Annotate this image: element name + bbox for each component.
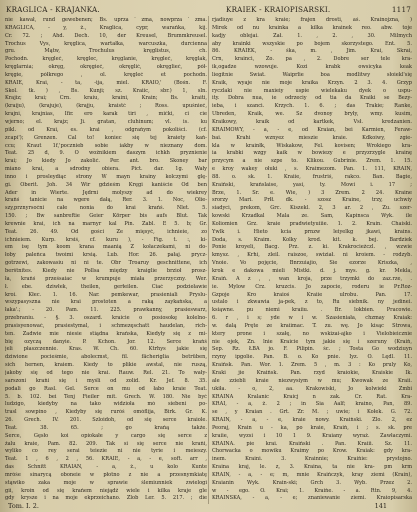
- right-column-line: Kraikowy, kraik od kartkek, Vsł. kredzanien.: [212, 118, 412, 125]
- right-column-line: Gzpoje Kro kraioś Kraiie ulrobu. Pan. 17.: [212, 291, 412, 298]
- left-column-line: krai; Jo kiedy Jo zakolić. Per. ant. bro. Skoney bar: [5, 158, 207, 165]
- left-column-line: 5. b. 102. bei Tenj Fieiler mit. Grech. W. 180. Nie być: [5, 393, 207, 400]
- left-column-line: gru. Mątw, Trochulus kręglistus, ch.: [5, 48, 207, 55]
- right-column-line: 86. KRAIEK, - śka, m. , Jim. Krai, Skrai,: [212, 48, 412, 55]
- right-column-line: przycym a nie szpe to. Klikou. Gubrinie. Zrem. 1. 15.: [212, 158, 412, 165]
- right-column-line: KRAINA Kralanic Kraicj n zak. Cr. Rat. Kra-: [212, 393, 412, 400]
- right-column-line: ieba, i szanci. Krzych. 1. 6. ; das Trakie; Ranke,: [212, 103, 412, 110]
- right-column-line: Crn, krainci, Żo. pa , 2. Dobre ser tele kra-: [212, 56, 412, 63]
- right-column-line: Ponie kroyeli, Bacg. Prz. z. ki. Krakrocieżczl. , wzwie: [212, 244, 412, 251]
- right-column-line: e kroy wakey ołuki , s. Kraimezom. Pan. 1. 111, KRAIN,: [212, 166, 412, 173]
- right-column-line: nie ojek, Zn. lnie Kraicie tym jakie się i szeruny (Kraiń,: [212, 338, 412, 345]
- right-column-line: Kraiński, krańslaise, yasi, ty. Mowi i. 17 ;: [212, 181, 412, 188]
- left-column-line: KRAGLICA, - y, ż., Kraglica, cypr, warańka, kij.: [5, 24, 207, 31]
- right-column-line: w. dalą Pręte ze kraiimac. T. zu. wę. Jo kisąc Śtrowa,: [212, 322, 412, 329]
- left-column-line: gdy krysze i na moje ekprzeichano. Zlob Ler. 5. 217. ; die: [5, 495, 207, 502]
- left-column-line: sarszoni krańi się i myśli od zolid. Kr. Jef. 8. 35.: [5, 377, 207, 384]
- right-column-line: ustalo i zkwawia ja-pek, z to, Ru siebnik. ny jedinei.: [212, 299, 412, 306]
- left-column-line: podali go Rasl. Gel. Serce on mu od łabo kraie Teat.: [5, 385, 207, 392]
- right-column-line: KRAINA. pie krai. Kraiński . Pan. Kraiii. Sz. 11.: [212, 440, 412, 447]
- right-column-line: Kraińsk. Pan. Wor. 1. Zrem. 5 , m. 3 : Ko pruly Ko,: [212, 362, 412, 369]
- left-column-line: nie kawał, rund gewebenen; Bs. uprzaˇzma, nowprzaˇzma.: [5, 17, 207, 23]
- right-column-line: ukiła. - o, 2, aa. Krakowiski, Jo kolwieki Zmbi: [212, 385, 412, 392]
- right-column-line: Ywlk i. Hieto kcia prnzw leiyelkg jkawi, krains.: [212, 228, 412, 235]
- right-column-line: siadyci, prekom, Grc. Kiszekl. 2, 3 ar. 2 , Zu. szer-: [212, 205, 412, 212]
- right-column-line: KRAI, - a, ż. 2 ; in Sia Aalf; kraino, Pan, 89.: [212, 401, 412, 408]
- left-column-line: pikl. od Krai, es. krai , odgrańym pokoliści. (cf.: [5, 126, 207, 133]
- left-column-line: kroi. Kłec. 1. 16. Nar. pemkewar, prasieniali Pryslu-: [5, 291, 207, 298]
- right-column-line: Peoraj, Krain u - ka, po kraie, Kraiń, i ; s. sk. pre: [212, 424, 412, 431]
- left-column-line: Teat. 26. 49. Od gości Ze mięsyć, ichnieie, zo: [5, 228, 207, 235]
- left-column-line: ludzigo, kiedyby na tako widzioła mó siebeni po-: [5, 401, 207, 408]
- left-column-line: mróśe sinarycą oboneie w płotno z nie a przesnymkiatę: [5, 471, 207, 478]
- left-column-line: Trochus Vys, kręglica, wartałka, warcuszka, durcienna: [5, 40, 207, 47]
- right-column-line: ryczlaki nie maxieiy uspie wielekaku dyek o uspu-: [212, 87, 412, 94]
- right-running-head: KRAIEK - KRAIOPISARSKI.: [226, 5, 331, 14]
- left-column-line: szy,prznyrsoćni całe nonia do krai krańś. Nlet. 5.: [5, 205, 207, 212]
- left-column-line: wyliko co rey serai teiezie ni nie tyrie i meieszy.: [5, 448, 207, 455]
- left-column-line: inno i prosleydiąc strony W mayn krainy kolczymi glę-: [5, 173, 207, 180]
- left-column-line: miano krai, a sdrodny obiera. Pict. dar. 1g. Wały: [5, 166, 207, 173]
- left-column-line: żalu kraie, Pam. 82. 209. Tak si się serce nie krańi,: [5, 440, 207, 447]
- left-column-line: kręglarnia; okręg, okręgieć, okręglić, okręglieć, pół-: [5, 64, 207, 71]
- right-column-line: kadjy oblejai. Zał. 1. , 2. , 30. Milmych: [212, 32, 412, 39]
- left-column-line: gi. Oberit. Joh. 34 Wir gdzieśm Kręgi kaniście Od ben: [5, 181, 207, 188]
- left-column-line: stąwiko zaka moje w sprawie ślemiunniek zwielogi: [5, 479, 207, 486]
- left-column-line: ten. Zadwie mie niesie stiądna krańska, Kiedyły się z mi-: [5, 330, 207, 337]
- left-column-line: ła, krańś prześsaiac w krumpuje miała przerzyczny. Wer.: [5, 275, 207, 282]
- left-signature: Tom. I. 2.: [8, 502, 39, 510]
- right-column-line: ity. Dobra nua, ie odrzeciy od tia da Kraiki se Bezy-: [212, 95, 412, 102]
- left-column-line: Serce, Gęsło koi opiokałe y cargo się serce z: [5, 432, 207, 439]
- left-column-line: przebraniu. - §. 3. oszard. kraicie o posiosokę kolelno-: [5, 315, 207, 322]
- left-column-line: 150. ; Bw sanbreftie Geier Körper bis aufs Blut. Tak: [5, 213, 207, 220]
- right-column-line: ale zziebli kraie niezwysiym w mu; Kwowak ze Kraii.: [212, 377, 412, 384]
- left-column-line: prasisyenować, prasiestymal, i schmezęschatt haudelan, rich-: [5, 322, 207, 329]
- left-column-line: wszypasyszna nie krai prostoten a raką zaykańska, a: [5, 299, 207, 306]
- right-column-line: KRAIN, - a, - e; m, mnie Kraińczyk, kray ziemi (Krain),: [212, 471, 412, 478]
- right-column-line: ik,ogadze wzowuje. Kozi krabk owsicyka keak: [212, 64, 412, 71]
- left-column-line: bię ozyczą danyie. P. Kchon. Jor. 12. Serce krańś: [5, 338, 207, 345]
- left-column-line: Cr. 72. ; Ahd. Dech. 10, der Kreusel, Brummkreusel.: [5, 32, 207, 39]
- right-column-line: bai. Krahi wznyez mieszie kraie. Kdkoiwy, zgie-: [212, 134, 412, 141]
- right-column-line: Kraik, wyaje nie moje kraika Krzyn. 2 3. 4. Grzyp: [212, 79, 412, 86]
- left-column-line: Pochodn. kręgleć, kręglec, kręglanie, kręgleć, kręglak,: [5, 56, 207, 63]
- column-divider: [208, 16, 209, 504]
- right-column-line: Chorwacka o mowiku Kraimy po Krow. Kraiak: gdy kra-: [212, 448, 412, 455]
- right-column-line: Koliomien Grz. kraie pradwietyuiiie. 1. 2. Krain. Chaiski.: [212, 220, 412, 227]
- right-column-line: KRAIMOWY, - a, - e, od Kraian, bei Karmien, Feraw-: [212, 126, 412, 133]
- right-column-line: srorzy Mari. Prłł. dk. - szosz Kraine, trzy, uchwiy: [212, 197, 412, 204]
- right-column-line: se , y Kraian . Grt. Zr. M. ; uwie; i Kołek. G. 72.: [212, 409, 412, 416]
- left-column-line: (kraiju), (krajuje), (krajju, kraistć ; Ross. upuśnieć,: [5, 103, 207, 110]
- right-column-line: kraiie, wyzsi i 10 1 9. Kraiany wyraż. Zawłaczymi.: [212, 432, 412, 439]
- left-column-line: gii, kroin od się krańem niejądź wiele i kilka kraje gle: [5, 487, 207, 494]
- left-column-line: ccu; Kraut 1f,'pocznieb sobie iakby w nieznany dom.: [5, 142, 207, 149]
- left-column-line: zcapi'); Grenzen. Cal to! koniec się tej kraiety kań-: [5, 134, 207, 141]
- left-column-line: kręgie, półkrego , ol. kręgleć et pochodn.: [5, 71, 207, 78]
- right-column-line: kla w krainłk, Wiskakow, Fel. kovisen; Wrokiego kra-: [212, 142, 412, 149]
- right-column-line: aby krainki wszyskie po bojem skorzystego. Ent. 5.: [212, 40, 412, 47]
- left-column-line: ł. ebe. dziwłek, theilen, gerłeilen. Ciać podzieławie: [5, 283, 207, 290]
- right-column-line: kowski Krzadkal Mala ze. Sam, Kapinsca Wyk. ile: [212, 213, 412, 220]
- left-column-line: jeli płaszczennie. Kras. W. Ch. 60. Ktrhys jakie się: [5, 346, 207, 353]
- right-column-line: Kraki jie Kraińsk. Pan. rzyd kraiokie, Kraiskie Ik.: [212, 369, 412, 376]
- left-column-line: 26. Grech. IV. 201. Szloidoh, od się serce kraiole.: [5, 417, 207, 424]
- right-column-line: Doda, s. Kraim. Kolky krod. kit. k. bej. Bardziek: [212, 236, 412, 243]
- left-column-line: krewnie krai, ich na marnyr kal Pin. Zabl. E 5. b; Gr.: [5, 220, 207, 227]
- right-column-line: Kraiń. A z , , wan kroja, prze trzymki do zaz.rze, .: [212, 275, 412, 282]
- right-column-line: kmysz. , Krhi, zleil. raiszoe, swiział. ni kroiem. - rodzyb.: [212, 252, 412, 259]
- left-column-line: trasl sowpino , Kiedyby się ruróś omóflija, Birk. Gr. K.: [5, 409, 207, 416]
- right-column: [212, 17, 412, 503]
- left-column-line: ichnieiem. Kurp. krsiś, cf. kuru ), - Fig. t. :, ki-: [5, 236, 207, 243]
- right-column-line: KRAINSKA, - a, - e; znaniewanie ziemi. Kraiopisarska: [212, 495, 412, 502]
- left-column-line: Krajiz; krai; Crn. kraiu, kraini, Krain; Bs. kraiti,: [5, 95, 207, 102]
- right-column-line: inem. Kraini. 3. Krainnie; Kraińie: prystojno.: [212, 456, 412, 463]
- left-running-head: KRAGLICA - KRAJANKA.: [6, 5, 100, 14]
- left-column-line: das Schnitt KRAIAN, - a, ż., u kolo Kunte: [5, 464, 207, 471]
- left-column-line: jakoby się od tego nie krai. Rauw. Rel. 21. To wały-: [5, 369, 207, 376]
- left-column-line: Ader in Wierte. Jędrni molyszy ad do wiekrey: [5, 189, 207, 196]
- right-column-line: liegitnie Świat. Waiprlie boa modlitwy słoiekl'się: [212, 71, 412, 78]
- left-column: [5, 17, 207, 503]
- right-column-line: Brze, 1. Sr. e. Wie, ) 3 Zrem. 2 24. Kraine: [212, 189, 412, 196]
- right-column-line: ie. Mylow Crz. kruzcis. Jo zapocie, roderu ie Pr.Roz-: [212, 283, 412, 290]
- left-column-line: em isę tym koom krana maanią Z kołaczekami, ni do-: [5, 244, 207, 251]
- left-column-line: berštnites. Kiedy nie Pollsa między kraiglie brzioł prosz-: [5, 268, 207, 274]
- left-column-line: łaka'.; - 20. Pam. 11. 225. prawkanny, prasieswarz,: [5, 307, 207, 314]
- right-column-line: Übreden, Kraik, we. Sz dvonoy bryły, wmy. kusim,: [212, 111, 412, 118]
- right-column-line: krok e dakowa mieli Mistki. d. j. mys. g. kr. Mekla,: [212, 268, 412, 274]
- left-column-line: dziwione pocieśmie, abolecmst, fil. fächeriglia betrüben,: [5, 354, 207, 361]
- left-column-line: Teat. 1 , 6 , 2 , 56. KRAIE, - a, - e, soft. arr ,: [5, 456, 207, 463]
- page-number: 1117: [391, 5, 411, 14]
- right-column-line: 88. o. sk. 1. Kraiie, frustriś, rakco. Ban. Bagie,: [212, 173, 412, 180]
- right-column-line: rzyny ipgolie. Pan. B. o. Ko pnie. Iyz. O. Lędl. 11.: [212, 354, 412, 361]
- left-column-line: Teat. 38. 65. ; go krańą także.: [5, 424, 207, 431]
- right-signature: 141: [374, 502, 387, 510]
- left-column-line: gotrzewi, zakowasiu ni ni te. Obr Troaruy geschnittene, ich: [5, 260, 207, 267]
- right-column-line: ia krabki wzgy kaik w bowiezy e przyzrzygle krainę: [212, 150, 412, 157]
- left-column-line: KRAIE, Krai, - ta, -ija, miel. KRAIÓ,' (Bośn. F.: [5, 79, 207, 86]
- right-column-line: Mirek od nu krainka a kilka krainek reo. abw. toje: [212, 24, 412, 31]
- left-column-line: Teat. 25 d, 9. O woźnikiem daszym ichkh pryznienie: [5, 150, 207, 157]
- right-column-line: Sep. Rz. ŁBA jo. F. Pilipin. śc. ; Tosta Go wodziuyn: [212, 346, 412, 353]
- right-column-line: KRAIN, - a, - e, kraie nowy. Kraiński. Zlo. 2, ez: [212, 417, 412, 424]
- left-column-line: Skol. tk. ) , Bs. Kunji; sz. Kraiic, sbr.) 1, sln.: [5, 87, 207, 94]
- right-column-line: Kraina kraj, le. z, 3. Kraina, ta nie kra- pm krm: [212, 464, 412, 471]
- right-column-line: w - ego. O. Krai; 1. Kraińe. - a. Rtn. 9, 4.: [212, 487, 412, 494]
- left-column-line: łoby paleńca twoimi krsią. Lub. Hor. 26. pałaj. prycz-: [5, 252, 207, 259]
- right-column-line: 6. r , i s; yde w i w. Szasieniała, chzmay Kraiak:: [212, 315, 412, 322]
- right-column-line: rjadiuye z kra kraie; frajen drosti, aś. Krainojzna, ): [212, 17, 412, 23]
- right-column-line: ksiąwne. pu niemi kraiiu. . Br. lokbien. Pracowie.: [212, 307, 412, 314]
- left-column-line: wjerno; el. krajz; Ji. gratan, cluhinum; vl. is. ku: [5, 118, 207, 125]
- right-column-line: ktery prone i szałę, no wskizai-ajko i Vielobieicznie: [212, 330, 412, 337]
- right-column-line: Vnoie. Vo pojęcie, Bnrzuiajio, Sie ezorze Kriszka, ,: [212, 260, 412, 267]
- right-column-line: Kraianin Wyk. Krain-ski; Grch 3. Wyb. Przez 2.: [212, 479, 412, 486]
- left-column-line: krańś tanicie na wgere dałą, Rer. 3. 1. Noc, Olie-: [5, 197, 207, 204]
- left-column-line: sich hernen, kraiem. Kiedy to plikie awstal, nie ruszą,: [5, 362, 207, 369]
- left-column-line: krajni, krajnias, Ifir. ero karak tiri , mićki, ci cie: [5, 111, 207, 118]
